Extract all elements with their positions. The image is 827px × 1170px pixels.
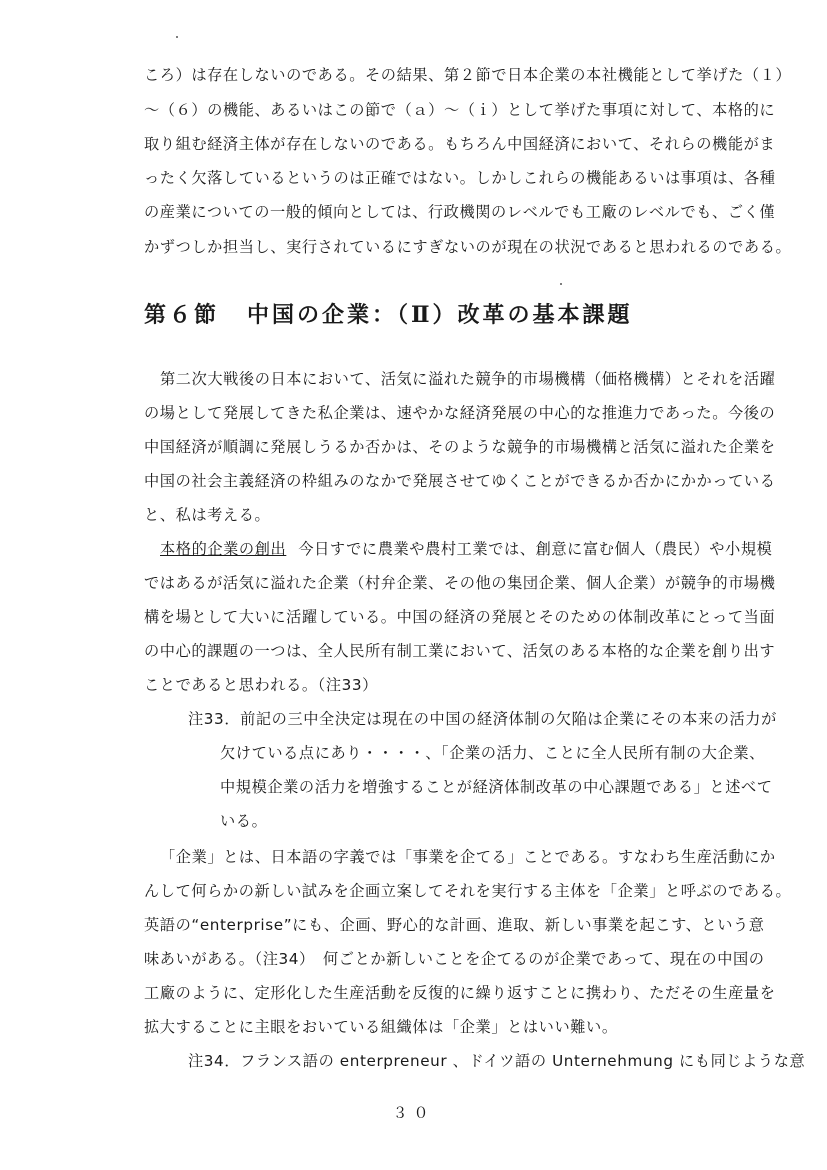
footnote-line: いる。 bbox=[220, 812, 268, 830]
paragraph-line: 構を場として大いに活躍している。中国の経済の発展とそのための体制改革にとって当面 bbox=[144, 608, 776, 626]
paragraph-line: の場として発展してきた私企業は、速やかな経済発展の中心的な推進力であった。今後の bbox=[144, 404, 776, 422]
paragraph-line: ではあるが活気に溢れた企業（村弁企業、その他の集団企業、個人企業）が競争的市場機 bbox=[144, 574, 776, 592]
intro-line: ったく欠落しているというのは正確ではない。しかしこれらの機能あるいは事項は、各種 bbox=[144, 169, 776, 187]
paragraph-line: 「企業」とは、日本語の字義では「事業を企てる」ことである。すなわち生産活動にか bbox=[160, 848, 776, 866]
paragraph-line: ことであると思われる。（注33） bbox=[144, 676, 378, 694]
paragraph-line: と、私は考える。 bbox=[144, 506, 271, 524]
scan-speck bbox=[176, 36, 178, 38]
paragraph-line: の中心的課題の一つは、全人民所有制工業において、活気のある本格的な企業を創り出す bbox=[144, 642, 776, 660]
run-in-subheading: 本格的企業の創出 bbox=[160, 540, 287, 558]
section-heading bbox=[144, 298, 633, 329]
scan-speck bbox=[560, 283, 562, 285]
paragraph-line: 中国経済が順調に発展しうるか否かは、そのような競争的市場機構と活気に溢れた企業を bbox=[144, 438, 776, 456]
intro-line: ～（６）の機能、あるいはこの節で（ａ）～（ｉ）として挙げた事項に対して、本格的に bbox=[144, 101, 776, 119]
section-title: 中国の企業：（Ⅱ）改革の基本課題 bbox=[247, 302, 633, 328]
paragraph-line: 第二次大戦後の日本において、活気に溢れた競争的市場機構（価格機構）とそれを活躍 bbox=[160, 370, 776, 388]
paragraph-line: 味あいがある。（注34） 何ごとか新しいことを企てるのが企業であって、現在の中国の bbox=[144, 950, 765, 968]
intro-line: ころ）は存在しないのである。その結果、第２節で日本企業の本社機能として挙げた（１） bbox=[144, 66, 792, 84]
section-number: 第６節 bbox=[144, 302, 220, 328]
paragraph-line: 中国の社会主義経済の枠組みのなかで発展させてゆくことができるか否かにかかっている bbox=[144, 472, 776, 490]
footnote-line: 欠けている点にあり・・・・、「企業の活力、ことに全人民所有制の大企業、 bbox=[220, 744, 765, 762]
paragraph-line: 英語の“enterprise”にも、企画、野心的な計画、進取、新しい事業を起こす、という意 bbox=[144, 916, 765, 934]
paragraph-text: 今日すでに農業や農村工業では、創意に富む個人（農民）や小規模 bbox=[298, 540, 773, 558]
footnote-33: 注33．前記の三中全決定は現在の中国の経済体制の欠陥は企業にその本来の活力が bbox=[188, 710, 777, 728]
intro-line: の産業についての一般的傾向としては、行政機関のレベルでも工廠のレベルでも、ごく僅 bbox=[144, 203, 776, 221]
intro-line: かずつしか担当し、実行されているにすぎないのが現在の状況であると思われるのである。 bbox=[144, 238, 792, 256]
paragraph-line: んして何らかの新しい試みを企画立案してそれを実行する主体を「企業」と呼ぶのである。 bbox=[144, 882, 792, 900]
paragraph-first-line bbox=[160, 538, 772, 559]
footnote-line: 中規模企業の活力を増強することが経済体制改革の中心課題である」と述べて bbox=[220, 778, 773, 796]
footnote-34: 注34．フランス語の enterpreneur 、ドイツ語の Unternehmung にも同じような意 bbox=[188, 1052, 806, 1070]
intro-line: 取り組む経済主体が存在しないのである。もちろん中国経済において、それらの機能がま bbox=[144, 135, 776, 153]
paragraph-line: 工廠のように、定形化した生産活動を反復的に繰り返すことに携わり、ただその生産量を bbox=[144, 984, 776, 1002]
page-number: ３０ bbox=[392, 1104, 435, 1122]
paragraph-line: 拡大することに主眼をおいている組織体は「企業」とはいい難い。 bbox=[144, 1018, 618, 1036]
